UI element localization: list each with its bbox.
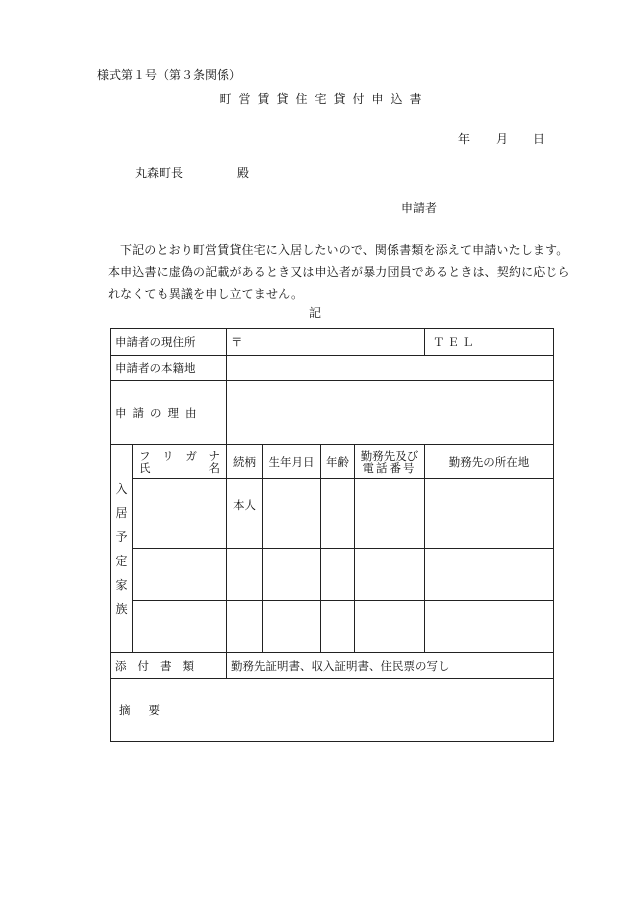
ki-label: 記 xyxy=(308,306,321,320)
birthdate-header: 生年月日 xyxy=(263,445,321,479)
honseki-label: 申請者の本籍地 xyxy=(111,356,227,381)
tel-cell[interactable] xyxy=(425,329,554,356)
family-workplace-address-cell[interactable] xyxy=(425,479,554,549)
furigana-name-header: フ リ ガ ナ 氏 名 xyxy=(133,445,227,479)
memo-cell[interactable] xyxy=(111,679,554,742)
application-table xyxy=(110,328,554,742)
family-relation-cell[interactable] xyxy=(227,601,263,653)
honseki-cell[interactable] xyxy=(227,356,554,381)
family-row xyxy=(111,601,554,653)
family-workplace-address-cell[interactable] xyxy=(425,601,554,653)
current-address-label: 申請者の現住所 xyxy=(111,329,227,356)
memo-label: 摘要 xyxy=(119,703,178,717)
body-text: 下記のとおり町営賃貸住宅に入居したいので、関係書類を添えて申請いたします。本申込書に虚偽の記載があるとき又は申込者が暴力団員であるときは、契約に応じられなくても異議を申し立てません。 xyxy=(108,243,570,301)
applicant-label: 申請者 xyxy=(401,201,438,215)
current-address-cell[interactable] xyxy=(227,329,425,356)
postal-mark: 〒 xyxy=(231,335,243,349)
family-workplace-phone-cell[interactable] xyxy=(355,479,425,549)
family-age-cell[interactable] xyxy=(321,479,355,549)
memo-row xyxy=(111,679,554,742)
family-relation-cell[interactable]: 本人 xyxy=(227,479,263,549)
family-relation-cell[interactable] xyxy=(227,549,263,601)
family-name-cell[interactable] xyxy=(133,479,227,549)
family-row xyxy=(111,479,554,549)
attachments-row xyxy=(111,653,554,679)
family-age-cell[interactable] xyxy=(321,601,355,653)
family-header-row xyxy=(111,445,554,479)
date-month-label: 月 xyxy=(496,132,509,146)
age-header: 年齢 xyxy=(321,445,355,479)
form-number: 様式第１号（第３条関係） xyxy=(97,68,242,82)
attachments-label: 添付書類 xyxy=(111,653,227,679)
date-day-label: 日 xyxy=(533,132,546,146)
family-name-cell[interactable] xyxy=(133,601,227,653)
tel-label: ＴＥＬ xyxy=(433,335,477,349)
date-year-label: 年 xyxy=(458,132,471,146)
family-birthdate-cell[interactable] xyxy=(263,549,321,601)
family-group-label: 入 居 予 定 家 族 xyxy=(111,445,133,653)
workplace-address-header: 勤務先の所在地 xyxy=(425,445,554,479)
relation-header: 続柄 xyxy=(227,445,263,479)
family-birthdate-cell[interactable] xyxy=(263,479,321,549)
family-age-cell[interactable] xyxy=(321,549,355,601)
reason-label: 申請の理由 xyxy=(111,381,227,445)
document-title: 町営賃貸住宅貸付申込書 xyxy=(219,92,429,106)
addressee-name: 丸森町長 xyxy=(135,166,184,180)
family-row xyxy=(111,549,554,601)
family-birthdate-cell[interactable] xyxy=(263,601,321,653)
workplace-phone-header: 勤務先及び 電話番号 xyxy=(355,445,425,479)
attachments-value: 勤務先証明書、収入証明書、住民票の写し xyxy=(227,653,554,679)
reason-row xyxy=(111,381,554,445)
family-workplace-address-cell[interactable] xyxy=(425,549,554,601)
family-name-cell[interactable] xyxy=(133,549,227,601)
family-workplace-phone-cell[interactable] xyxy=(355,549,425,601)
current-address-row xyxy=(111,329,554,356)
honseki-row xyxy=(111,356,554,381)
family-workplace-phone-cell[interactable] xyxy=(355,601,425,653)
addressee-honorific: 殿 xyxy=(237,166,250,180)
reason-cell[interactable] xyxy=(227,381,554,445)
